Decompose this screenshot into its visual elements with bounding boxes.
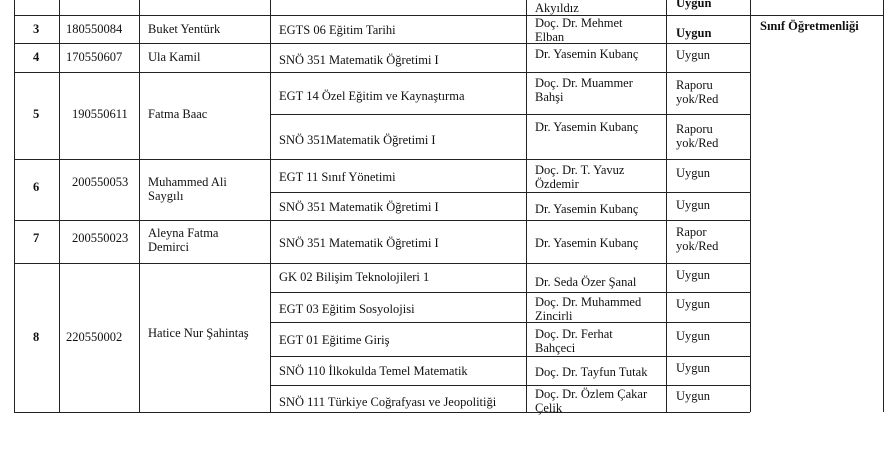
instructor-name: Dr. Seda Özer Şanal — [535, 275, 637, 289]
student-name: Buket Yentürk — [148, 22, 221, 36]
table-rule — [750, 0, 751, 412]
row-number: 5 — [33, 107, 40, 121]
result-status: Rapor yok/Red — [676, 225, 719, 253]
table-rule — [14, 220, 750, 221]
student-id: 170550607 — [66, 50, 123, 64]
result-status: Uygun — [676, 48, 711, 62]
student-name: Ula Kamil — [148, 50, 201, 64]
course-name: EGT 03 Eğitim Sosyolojisi — [279, 302, 415, 316]
result-status: Raporu yok/Red — [676, 78, 719, 106]
instructor-name: Dr. Yasemin Kubanç — [535, 120, 639, 134]
result-fragment: Uygun — [676, 0, 712, 10]
table-rule — [14, 72, 750, 73]
student-id: 190550611 — [72, 107, 128, 121]
instructor-name: Doç. Dr. Muammer Bahşi — [535, 76, 633, 104]
table-rule — [270, 0, 271, 412]
table-rule — [270, 114, 750, 115]
table-rule — [270, 292, 750, 293]
table-rule — [666, 0, 667, 412]
instructor-name: Dr. Yasemin Kubanç — [535, 236, 639, 250]
course-name: SNÖ 351 Matematik Öğretimi I — [279, 236, 439, 250]
table-rule — [270, 385, 750, 386]
table-rule — [270, 356, 750, 357]
row-number: 6 — [33, 180, 40, 194]
course-name: SNÖ 351 Matematik Öğretimi I — [279, 200, 439, 214]
row-number: 3 — [33, 22, 40, 36]
department-label: Sınıf Öğretmenliği — [760, 19, 859, 33]
student-id: 200550053 — [72, 175, 129, 189]
table-rule — [14, 0, 15, 412]
table-rule — [14, 159, 750, 160]
course-name: EGT 11 Sınıf Yönetimi — [279, 170, 396, 184]
course-name: EGT 01 Eğitime Giriş — [279, 333, 390, 347]
table-rule — [14, 15, 750, 16]
instructor-name: Doç. Dr. T. Yavuz Özdemir — [535, 163, 625, 191]
result-status: Uygun — [676, 268, 711, 282]
course-name: SNÖ 111 Türkiye Coğrafyası ve Jeopolitiği — [279, 395, 497, 409]
table-rule — [14, 263, 750, 264]
table-rule — [139, 0, 140, 412]
result-status: Uygun — [676, 166, 711, 180]
instructor-name: Doç. Dr. Muhammed Zincirli — [535, 295, 642, 323]
student-name: Fatma Baac — [148, 107, 208, 121]
row-number: 8 — [33, 330, 40, 344]
result-status: Uygun — [676, 26, 712, 40]
instructor-name: Doç. Dr. Mehmet Elban — [535, 16, 623, 44]
table-rule — [270, 192, 750, 193]
table-rule — [14, 43, 750, 44]
student-name: Aleyna Fatma Demirci — [148, 226, 219, 254]
student-id: 220550002 — [66, 330, 123, 344]
course-name: EGTS 06 Eğitim Tarihi — [279, 23, 396, 37]
row-number: 4 — [33, 50, 40, 64]
course-name: GK 02 Bilişim Teknolojileri 1 — [279, 270, 430, 284]
result-status: Uygun — [676, 389, 711, 403]
student-name: Hatice Nur Şahintaş — [148, 326, 249, 340]
course-name: EGT 14 Özel Eğitim ve Kaynaştırma — [279, 89, 465, 103]
student-id: 180550084 — [66, 22, 123, 36]
course-name: SNÖ 110 İlkokulda Temel Matematik — [279, 364, 468, 378]
instructor-name: Doç. Dr. Özlem Çakar Çelik — [535, 387, 648, 415]
table-rule — [750, 15, 884, 16]
table-rule — [270, 322, 750, 323]
instructor-name: Doç. Dr. Tayfun Tutak — [535, 365, 648, 379]
student-id: 200550023 — [72, 231, 129, 245]
student-name: Muhammed Ali Saygılı — [148, 175, 227, 203]
result-status: Raporu yok/Red — [676, 122, 719, 150]
result-status: Uygun — [676, 361, 711, 375]
result-status: Uygun — [676, 198, 711, 212]
row-number: 7 — [33, 231, 40, 245]
course-name: SNÖ 351Matematik Öğretimi I — [279, 133, 436, 147]
course-name: SNÖ 351 Matematik Öğretimi I — [279, 53, 439, 67]
instructor-name: Doç. Dr. Ferhat Bahçeci — [535, 327, 613, 355]
result-status: Uygun — [676, 329, 711, 343]
table-rule — [59, 0, 60, 412]
table-rule — [526, 0, 527, 412]
instructor-name: Dr. Yasemin Kubanç — [535, 202, 639, 216]
advisor-fragment: Akyıldız — [535, 1, 579, 15]
instructor-name: Dr. Yasemin Kubanç — [535, 47, 639, 61]
result-status: Uygun — [676, 297, 711, 311]
